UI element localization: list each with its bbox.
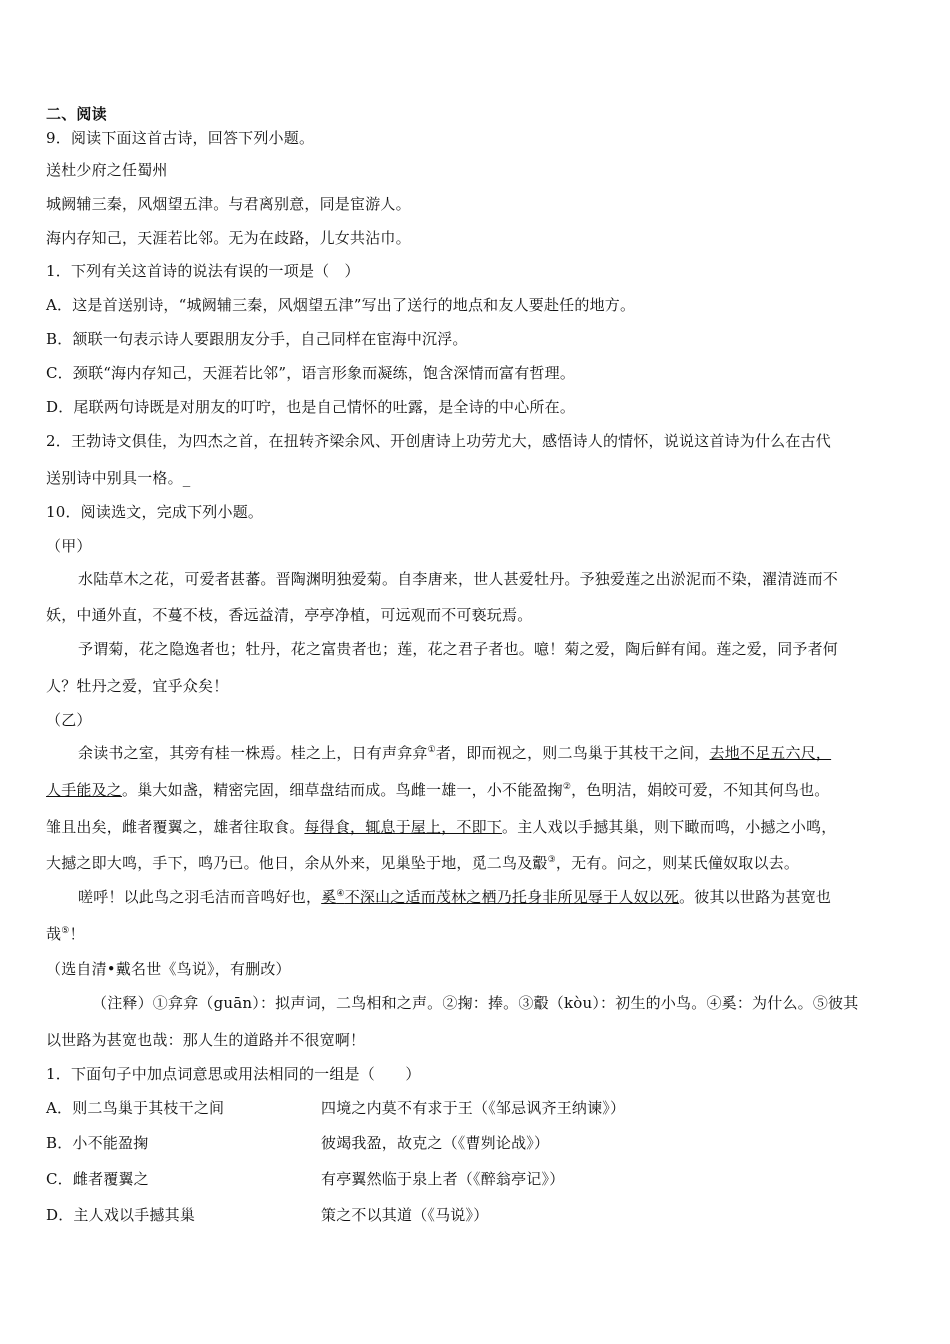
passage-source: （选自清•戴名世《鸟说》，有删改） bbox=[46, 960, 291, 978]
q9-option-a: A．这是首送别诗，“城阙辅三秦，风烟望五津”写出了送行的地点和友人要赴任的地方。 bbox=[46, 296, 636, 314]
option-right: 策之不以其道（《马说》） bbox=[321, 1206, 489, 1224]
poem-line-2: 海内存知己，天涯若比邻。无为在歧路，儿女共沾巾。 bbox=[46, 229, 411, 247]
option-left: A．则二鸟巢于其枝干之间 bbox=[46, 1099, 225, 1117]
yi-para1-line4 bbox=[46, 853, 906, 873]
jia-para2-line2: 人？牡丹之爱，宜乎众矣！ bbox=[46, 677, 229, 695]
yi-text: ，无有。问之，则某氏僮奴取以去。 bbox=[555, 854, 800, 872]
q9-option-b: B．颔联一句表示诗人要跟朋友分手，自己同样在宦海中沉浮。 bbox=[46, 330, 468, 348]
note-marker-2: ② bbox=[562, 782, 572, 792]
q9-sub1: 1．下列有关这首诗的说法有误的一项是（ ） bbox=[46, 262, 360, 280]
yi-text: 。主人戏以手撼其巢，则下瞰而鸣，小撼之小鸣， bbox=[502, 818, 837, 836]
q9-stem: 9．阅读下面这首古诗，回答下列小题。 bbox=[46, 129, 315, 147]
q9-sub2-line-1: 2．王勃诗文俱佳，为四杰之首，在扭转齐梁余风、开创唐诗上功劳尤大，感悟诗人的情怀，说说这首诗为什么在古代 bbox=[46, 432, 831, 450]
underlined-sentence: 去地不足五六尺， bbox=[709, 744, 832, 762]
q10-option-a bbox=[46, 1098, 906, 1118]
underlined-sentence bbox=[321, 888, 679, 906]
annotation-line-2: 以世路为甚宽也哉：那人生的道路并不很宽啊！ bbox=[46, 1031, 366, 1049]
option-left: C．雌者覆翼之 bbox=[46, 1170, 149, 1188]
yi-para1-line2 bbox=[46, 780, 906, 800]
yi-para2-line2 bbox=[46, 924, 906, 944]
q10-stem: 10．阅读选文，完成下列小题。 bbox=[46, 503, 264, 521]
option-right: 四境之内莫不有求于王（《邹忌讽齐王纳谏》） bbox=[321, 1099, 626, 1117]
passage-jia-label: （甲） bbox=[46, 537, 92, 555]
underlined-word: 奚 bbox=[321, 888, 337, 906]
q10-sub1: 1．下面句子中加点词意思或用法相同的一组是（ ） bbox=[46, 1065, 421, 1083]
poem-title: 送杜少府之任蜀州 bbox=[46, 161, 168, 179]
jia-para1-line1: 水陆草木之花，可爱者甚蕃。晋陶渊明独爱菊。自李唐来，世人甚爱牡丹。予独爱莲之出淤泥而不染，濯清涟而不 bbox=[78, 570, 839, 588]
note-marker-1: ① bbox=[427, 745, 436, 755]
underlined-text: 不深山之适而茂林之栖乃托身非所见辱于人奴以死 bbox=[344, 888, 680, 906]
note-marker-4: ④ bbox=[336, 889, 345, 899]
yi-para1-line1 bbox=[78, 743, 906, 763]
option-left: B．小不能盈掬 bbox=[46, 1134, 149, 1152]
annotation-line-1: （注释）①弇弇（guān）：拟声词，二鸟相和之声。②掬：捧。③鷇（kòu）：初生的小鸟。④奚：为什么。⑤彼其 bbox=[92, 994, 859, 1012]
jia-para2-line1: 予谓菊，花之隐逸者也；牡丹，花之富贵者也；莲，花之君子者也。噫！菊之爱，陶后鲜有闻。莲之爱，同予者何 bbox=[78, 640, 839, 658]
yi-text: 。彼其以世路为甚宽也 bbox=[679, 888, 832, 906]
yi-text: 大撼之即大鸣，手下，鸣乃已。他日，余从外来，见巢坠于地，觅二鸟及鷇 bbox=[46, 854, 548, 872]
q9-option-c: C．颈联“海内存知己，天涯若比邻”，语言形象而凝练，饱含深情而富有哲理。 bbox=[46, 364, 576, 382]
poem-line-1: 城阙辅三秦，风烟望五津。与君离别意，同是宦游人。 bbox=[46, 195, 411, 213]
option-right: 有亭翼然临于泉上者（《醉翁亭记》） bbox=[321, 1170, 565, 1188]
yi-text: 。巢大如盏，精密完固，细草盘结而成。鸟雌一雄一，小不能盈掬 bbox=[122, 781, 563, 799]
jia-para1-line2: 妖，中通外直，不蔓不枝，香远益清，亭亭净植，可远观而不可亵玩焉。 bbox=[46, 606, 533, 624]
option-left: D．主人戏以手撼其巢 bbox=[46, 1206, 196, 1224]
option-right: 彼竭我盈，故克之（《曹刿论战》） bbox=[321, 1134, 550, 1152]
note-marker-3: ③ bbox=[547, 855, 556, 865]
q10-option-c bbox=[46, 1169, 906, 1189]
yi-text: 者，即而视之，则二鸟巢于其枝干之间， bbox=[435, 744, 710, 762]
yi-para1-line3 bbox=[46, 817, 906, 837]
underlined-sentence: 人手能及之 bbox=[46, 781, 123, 799]
passage-yi-label: （乙） bbox=[46, 711, 92, 729]
q10-option-d bbox=[46, 1205, 906, 1225]
yi-text: ，色明洁，娟皎可爱，不知其何鸟也。 bbox=[571, 781, 830, 799]
yi-text: 余读书之室，其旁有桂一株焉。桂之上，日有声弇弇 bbox=[78, 744, 428, 762]
yi-text: 嗟呼！以此鸟之羽毛洁而音鸣好也， bbox=[78, 888, 322, 906]
yi-text: 哉 bbox=[46, 925, 62, 943]
yi-text: 雏且出矣，雌者覆翼之，雄者往取食。 bbox=[46, 818, 305, 836]
note-marker-5: ⑤ bbox=[61, 926, 70, 936]
q9-option-d: D．尾联两句诗既是对朋友的叮咛，也是自己情怀的吐露，是全诗的中心所在。 bbox=[46, 398, 576, 416]
q10-option-b bbox=[46, 1133, 906, 1153]
yi-para2-line1 bbox=[78, 887, 906, 907]
section-title: 二、阅读 bbox=[46, 105, 107, 123]
q9-sub2-line-2: 送别诗中别具一格。_ bbox=[46, 469, 191, 487]
underlined-sentence: 每得食，辄息于屋上，不即下 bbox=[304, 818, 503, 836]
yi-text: ！ bbox=[69, 925, 85, 943]
